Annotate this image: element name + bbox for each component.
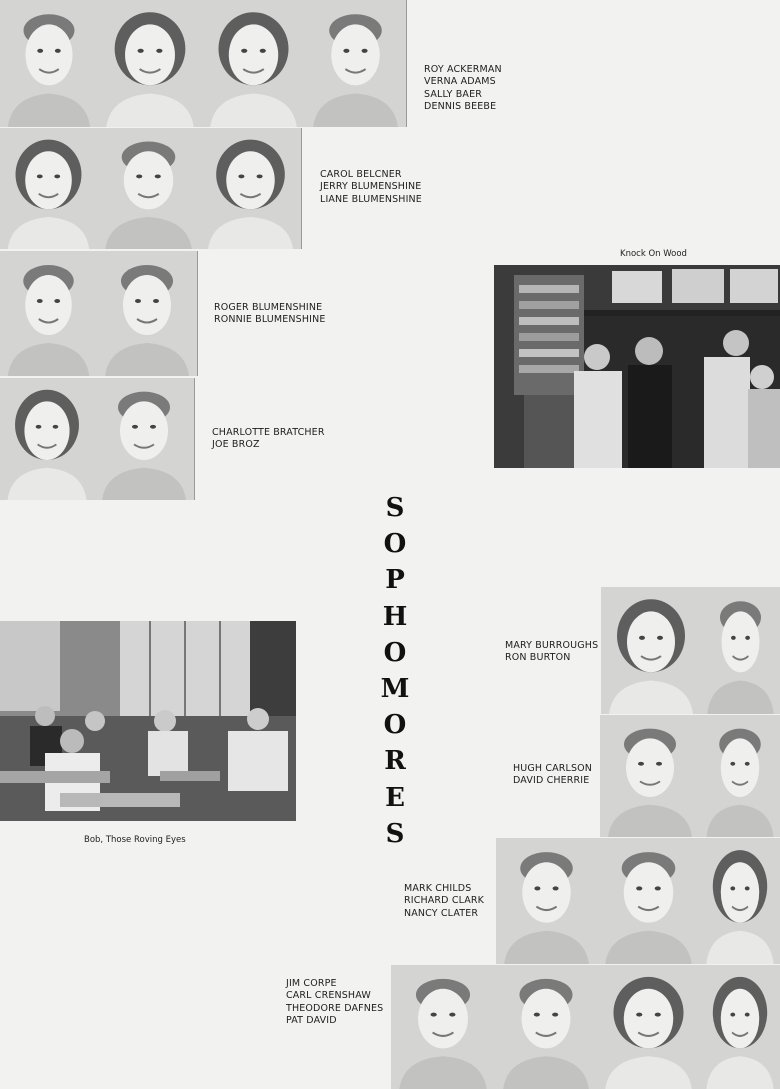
portrait-image bbox=[0, 128, 97, 249]
student-portrait bbox=[700, 715, 780, 837]
name-list-jim-corpe-group bbox=[286, 978, 383, 1027]
candid-photo-knock-on-wood bbox=[494, 265, 780, 468]
section-title-letter: E bbox=[385, 782, 405, 813]
portrait-image bbox=[700, 715, 780, 837]
student-name: MARY BURROUGHS bbox=[505, 640, 599, 651]
portrait-image bbox=[597, 965, 700, 1089]
student-portrait bbox=[0, 251, 98, 376]
name-list-mark-childs-group bbox=[404, 883, 484, 920]
student-portrait bbox=[98, 0, 203, 127]
portrait-image bbox=[601, 587, 701, 714]
student-name: JOE BROZ bbox=[212, 439, 260, 451]
portrait-image bbox=[597, 838, 700, 964]
portrait-image bbox=[94, 378, 194, 500]
name-list-roy-ackerman-group bbox=[424, 64, 502, 113]
portrait-image bbox=[496, 838, 597, 964]
student-portrait bbox=[97, 251, 198, 376]
candid-photo-knock-on-wood-image bbox=[494, 265, 780, 468]
portrait-image bbox=[97, 128, 200, 249]
name-list-charlotte-bratcher-group bbox=[212, 427, 325, 452]
section-title-letter: O bbox=[383, 637, 407, 668]
student-name: THEODORE DAFNES bbox=[286, 1002, 384, 1014]
section-title-letter: O bbox=[383, 529, 407, 560]
student-name: ROY ACKERMAN bbox=[424, 64, 502, 75]
student-name: CARL CRENSHAW bbox=[286, 990, 371, 1002]
portrait-image bbox=[391, 965, 495, 1089]
section-title-sophomores bbox=[375, 490, 415, 852]
student-portrait bbox=[600, 715, 701, 837]
student-name: PAT DAVID bbox=[286, 1014, 337, 1026]
name-list-hugh-carlson-group bbox=[513, 763, 592, 788]
section-title-letter: P bbox=[385, 565, 405, 596]
candid-photo-roving-eyes-image bbox=[0, 621, 296, 821]
student-name: RON BURTON bbox=[505, 652, 571, 664]
student-name: ROGER BLUMENSHINE bbox=[214, 302, 323, 313]
portrait-image bbox=[0, 378, 94, 500]
portrait-image bbox=[0, 251, 97, 376]
student-portrait bbox=[701, 587, 780, 714]
section-title-letter: R bbox=[384, 746, 406, 777]
portrait-image bbox=[600, 715, 700, 837]
portrait-image bbox=[305, 0, 406, 127]
student-portrait bbox=[496, 838, 598, 964]
student-portrait bbox=[700, 838, 780, 964]
student-name: VERNA ADAMS bbox=[424, 76, 496, 88]
student-portrait bbox=[597, 965, 701, 1089]
student-portrait bbox=[0, 0, 99, 127]
student-name: RICHARD CLARK bbox=[404, 895, 485, 907]
candid-photo-roving-eyes bbox=[0, 621, 296, 821]
candid-caption-knock-on-wood: Knock On Wood bbox=[620, 249, 687, 259]
student-name: NANCY CLATER bbox=[404, 907, 479, 919]
student-portrait bbox=[0, 378, 95, 500]
section-title-letter: S bbox=[385, 493, 405, 523]
student-name: DENNIS BEEBE bbox=[424, 100, 497, 112]
portrait-image bbox=[700, 965, 780, 1089]
student-name: LIANE BLUMENSHINE bbox=[320, 193, 422, 205]
student-name: CAROL BELCNER bbox=[320, 169, 402, 180]
candid-caption-roving-eyes: Bob, Those Roving Eyes bbox=[84, 835, 186, 845]
student-portrait bbox=[200, 128, 302, 249]
portrait-image bbox=[98, 0, 202, 127]
portrait-image bbox=[701, 587, 780, 714]
name-list-roger-blumenshine-group bbox=[214, 302, 326, 327]
section-title-letter: M bbox=[380, 674, 410, 705]
portrait-image bbox=[495, 965, 597, 1089]
student-name: DAVID CHERRIE bbox=[513, 775, 590, 787]
portrait-image bbox=[0, 0, 98, 127]
student-portrait bbox=[94, 378, 195, 500]
student-portrait bbox=[700, 965, 780, 1089]
student-name: JERRY BLUMENSHINE bbox=[320, 181, 422, 193]
portrait-image bbox=[200, 128, 301, 249]
portrait-image bbox=[97, 251, 197, 376]
name-list-carol-belcner-group bbox=[320, 169, 422, 206]
student-portrait bbox=[0, 128, 98, 249]
name-list-mary-burroughs-group bbox=[505, 640, 598, 665]
student-name: RONNIE BLUMENSHINE bbox=[214, 314, 326, 326]
section-title-letter: H bbox=[382, 601, 408, 632]
portrait-image bbox=[202, 0, 305, 127]
student-name: MARK CHILDS bbox=[404, 883, 472, 894]
section-title-letter: O bbox=[383, 710, 407, 741]
student-name: HUGH CARLSON bbox=[513, 763, 593, 774]
student-name: JIM CORPE bbox=[286, 978, 337, 989]
portrait-image bbox=[700, 838, 780, 964]
student-portrait bbox=[391, 965, 496, 1089]
student-portrait bbox=[495, 965, 598, 1089]
student-portrait bbox=[601, 587, 702, 714]
student-portrait bbox=[597, 838, 701, 964]
student-name: SALLY BAER bbox=[424, 88, 482, 100]
student-portrait bbox=[305, 0, 407, 127]
section-title-letter: S bbox=[385, 818, 405, 849]
student-portrait bbox=[97, 128, 201, 249]
student-portrait bbox=[202, 0, 306, 127]
student-name: CHARLOTTE BRATCHER bbox=[212, 427, 325, 438]
